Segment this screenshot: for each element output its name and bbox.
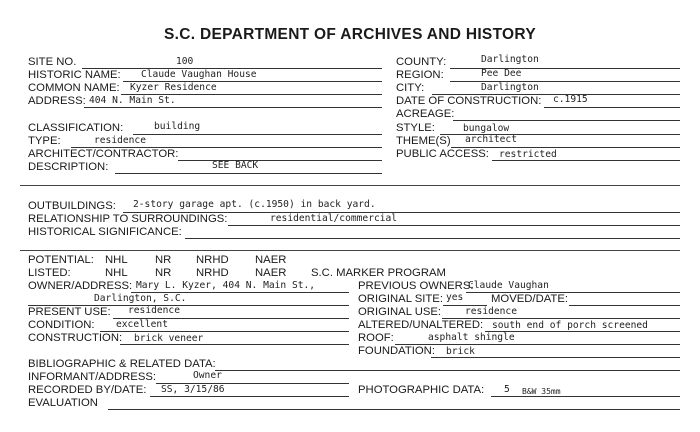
significance-continuation-line [20,250,680,251]
construction-label: CONSTRUCTION: [28,332,123,344]
architect-label: ARCHITECT/CONTRACTOR: [28,148,179,160]
outbuildings-label: OUTBUILDINGS: [28,200,116,212]
foundation-line [431,357,680,358]
altered-value[interactable]: south end of porch screened [492,320,648,331]
condition-value[interactable]: excellent [116,319,168,330]
potential-label: POTENTIAL: [28,254,94,266]
original-use-value[interactable]: residence [465,306,517,317]
classification-line [133,134,382,135]
description-label: DESCRIPTION: [28,161,109,173]
owner-address-value-2[interactable]: Darlington, S.C. [94,293,187,304]
county-value[interactable]: Darlington [481,54,539,65]
public-access-line [492,160,680,161]
themes-value[interactable]: architect [465,134,517,145]
condition-line [100,331,349,332]
date-of-construction-line [544,107,680,108]
type-label: TYPE: [28,135,61,147]
bibliographic-line [215,370,680,371]
historic-name-value[interactable]: Claude Vaughan House [141,69,257,80]
public-access-label: PUBLIC ACCESS: [396,148,489,160]
page-title: S.C. DEPARTMENT OF ARCHIVES AND HISTORY [164,26,536,43]
marker-program-label[interactable]: S.C. MARKER PROGRAM [311,267,446,279]
historical-significance-line [185,238,680,239]
present-use-value[interactable]: residence [128,305,180,316]
potential-naer[interactable]: NAER [255,254,287,266]
roof-line [395,344,680,345]
common-name-value[interactable]: Kyzer Residence [130,82,217,93]
informant-value[interactable]: Owner [193,370,222,381]
county-label: COUNTY: [396,56,447,68]
listed-nhl[interactable]: NHL [105,267,128,279]
historic-name-label: HISTORIC NAME: [28,69,121,81]
present-use-label: PRESENT USE: [28,306,111,318]
region-value[interactable]: Pee Dee [481,68,522,79]
foundation-value[interactable]: brick [446,346,475,357]
date-of-construction-value[interactable]: c.1915 [553,94,588,105]
bibliographic-label: BIBLIOGRAPHIC & RELATED DATA: [28,358,216,370]
site-no-label: SITE NO. [28,56,77,68]
roof-value[interactable]: asphalt shingle [428,332,515,343]
construction-line [120,344,349,345]
description-line [115,173,382,174]
original-use-label: ORIGINAL USE: [358,306,442,318]
previous-owners-label: PREVIOUS OWNERS: [358,280,474,292]
acreage-label: ACREAGE: [396,108,455,120]
public-access-value[interactable]: restricted [499,149,557,160]
relationship-label: RELATIONSHIP TO SURROUNDINGS: [28,213,228,225]
owner-address-value[interactable]: Mary L. Kyzer, 404 N. Main St., [136,280,316,291]
description-continuation-line [20,185,680,186]
architect-line [178,160,382,161]
recorded-by-label: RECORDED BY/DATE: [28,384,147,396]
city-value[interactable]: Darlington [481,82,539,93]
type-value[interactable]: residence [94,135,146,146]
classification-value[interactable]: building [154,121,201,132]
address-label: ADDRESS: [28,95,86,107]
photographic-type-value[interactable]: B&W 35mm [522,387,561,396]
original-site-value[interactable]: yes [446,292,464,303]
outbuildings-value[interactable]: 2-story garage apt. (c.1950) in back yard. [133,199,376,210]
moved-date-label: MOVED/DATE: [491,293,568,305]
photographic-line [491,396,680,397]
listed-naer[interactable]: NAER [255,267,287,279]
listed-nr[interactable]: NR [155,267,172,279]
recorded-by-line [150,396,349,397]
photographic-label: PHOTOGRAPHIC DATA: [358,384,485,396]
construction-value[interactable]: brick veneer [134,333,204,344]
style-value[interactable]: bungalow [463,123,510,134]
classification-label: CLASSIFICATION: [28,122,124,134]
city-label: CITY: [396,82,425,94]
recorded-by-value[interactable]: SS, 3/15/86 [161,384,225,395]
potential-nr[interactable]: NR [155,254,172,266]
acreage-line [453,120,680,121]
description-value[interactable]: SEE BACK [212,160,259,171]
address-line [84,107,382,108]
site-no-value[interactable]: 100 [176,56,194,67]
relationship-line [228,225,680,226]
address-value[interactable]: 404 N. Main St. [89,95,176,106]
evaluation-label: EVALUATION [28,397,98,409]
themes-label: THEME(S) [396,135,451,147]
photographic-count-value[interactable]: 5 [504,384,510,395]
potential-nrhd[interactable]: NRHD [196,254,229,266]
moved-date-line [569,305,680,306]
informant-label: INFORMANT/ADDRESS: [28,371,157,383]
region-label: REGION: [396,69,444,81]
listed-nrhd[interactable]: NRHD [196,267,229,279]
owner-address-label: OWNER/ADDRESS: [28,280,133,292]
common-name-label: COMMON NAME: [28,82,120,94]
evaluation-line [108,409,680,410]
foundation-label: FOUNDATION: [358,345,435,357]
date-of-construction-label: DATE OF CONSTRUCTION: [396,95,542,107]
altered-label: ALTERED/UNALTERED: [358,319,484,331]
listed-label: LISTED: [28,267,71,279]
condition-label: CONDITION: [28,319,95,331]
relationship-value[interactable]: residential/commercial [270,213,398,224]
roof-label: ROOF: [358,332,394,344]
original-site-label: ORIGINAL SITE: [358,293,443,305]
previous-owners-value[interactable]: Claude Vaughan [468,280,549,291]
historical-significance-label: HISTORICAL SIGNIFICANCE: [28,226,182,238]
potential-nhl[interactable]: NHL [105,254,128,266]
style-label: STYLE: [396,122,435,134]
